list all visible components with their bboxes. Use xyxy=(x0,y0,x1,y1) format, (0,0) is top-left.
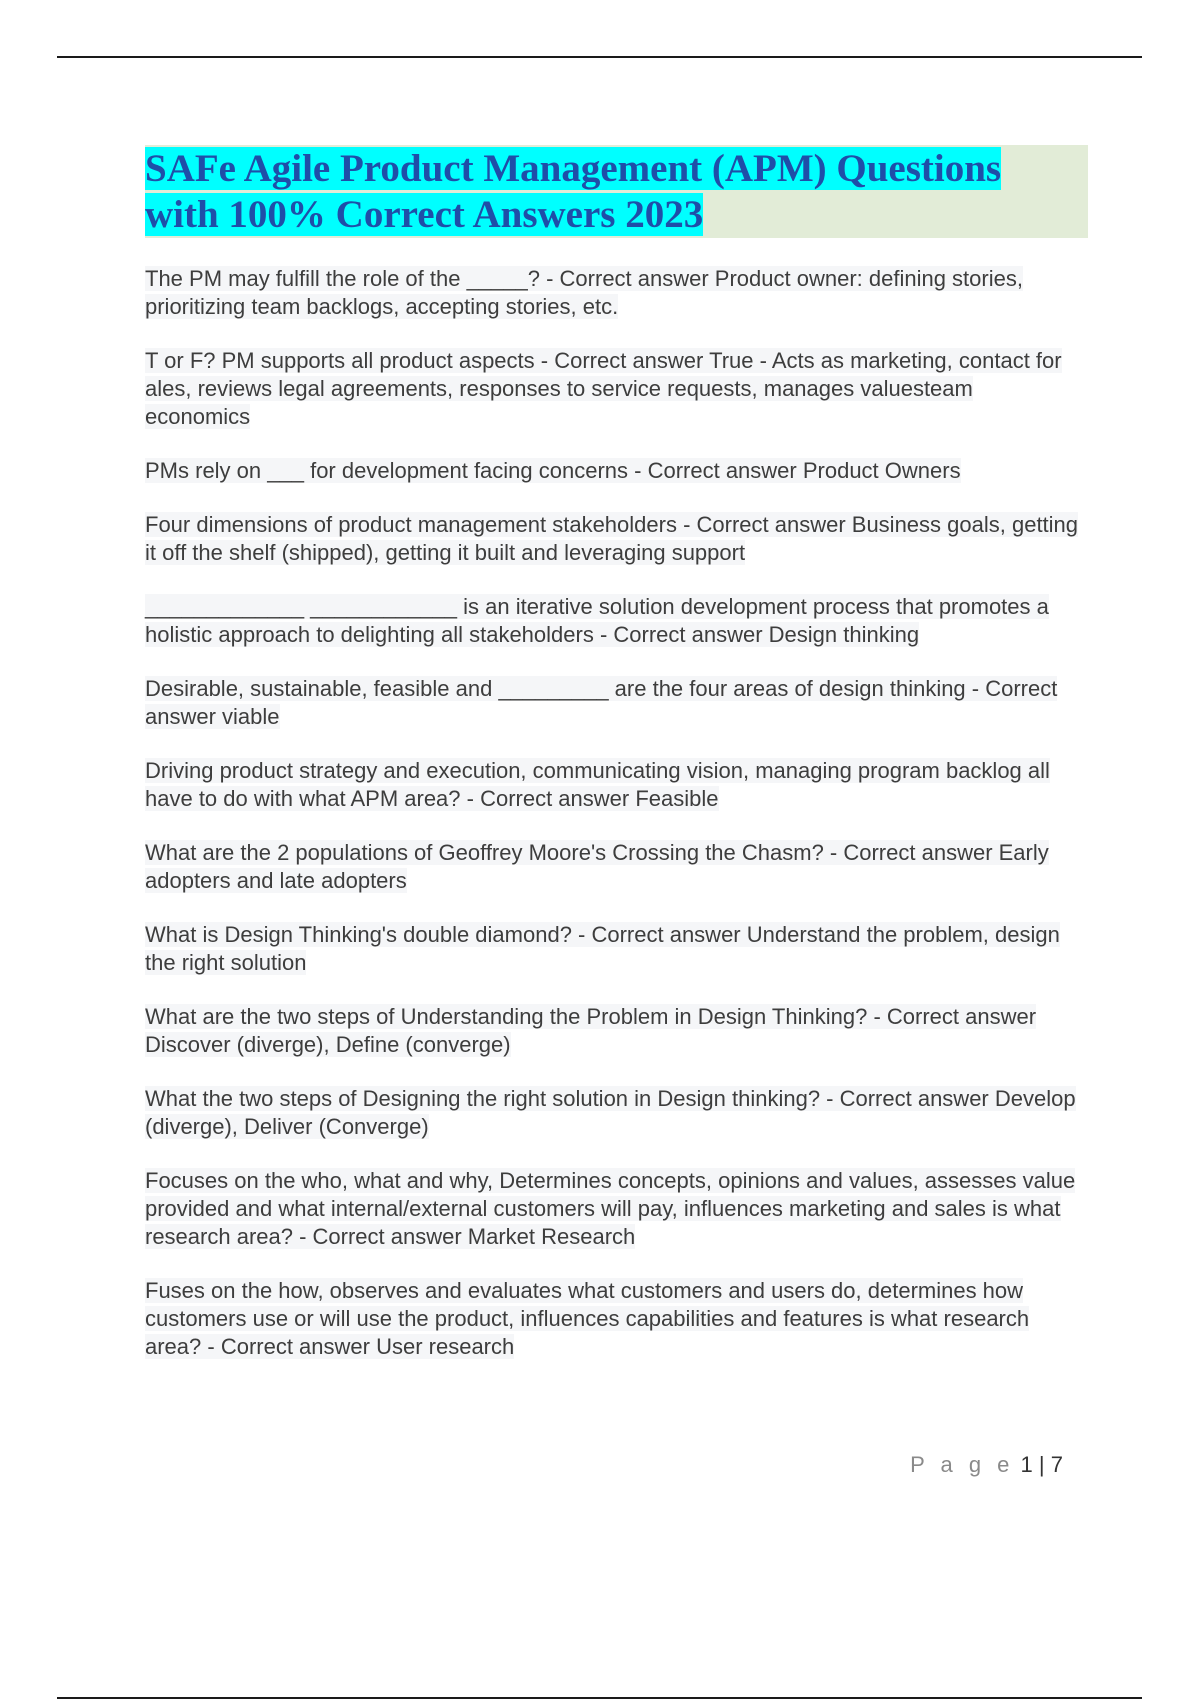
qa-item: Desirable, sustainable, feasible and _________ are the four areas of design thinking - Correct answer viable xyxy=(145,676,1058,729)
page-total: 7 xyxy=(1050,1452,1063,1477)
qa-item: PMs rely on ___ for development facing concerns - Correct answer Product Owners xyxy=(145,458,961,483)
qa-item: What is Design Thinking's double diamond? - Correct answer Understand the problem, design the right solution xyxy=(145,922,1060,975)
bottom-rule xyxy=(57,1697,1142,1699)
qa-item: Fuses on the how, observes and evaluates what customers and users do, determines how customers use or will use the product, influences capabilities and features is what research area? - Correct answer User research xyxy=(145,1278,1030,1359)
page-title xyxy=(145,146,1045,238)
title-line-2: with 100% Correct Answers 2023 xyxy=(145,193,704,236)
qa-item: Four dimensions of product management stakeholders - Correct answer Business goals, getting it off the shelf (shipped), getting it built and leveraging support xyxy=(145,512,1079,565)
qa-item: What the two steps of Designing the right solution in Design thinking? - Correct answer Develop (diverge), Deliver (Converge) xyxy=(145,1086,1076,1139)
qa-item: Driving product strategy and execution, communicating vision, managing program backlog all have to do with what APM area? - Correct answer Feasible xyxy=(145,758,1050,811)
qa-item: What are the two steps of Understanding the Problem in Design Thinking? - Correct answer Discover (diverge), Define (converge) xyxy=(145,1004,1037,1057)
title-line-1: SAFe Agile Product Management (APM) Questions xyxy=(145,147,1002,190)
top-rule xyxy=(57,56,1142,58)
qa-item: _____________ ____________ is an iterative solution development process that promotes a holistic approach to delighting all stakeholders - Correct answer Design thinking xyxy=(145,594,1049,647)
qa-item: The PM may fulfill the role of the _____? - Correct answer Product owner: defining stories, prioritizing team backlogs, accepting stories, etc. xyxy=(145,266,1023,319)
qa-list xyxy=(145,265,1080,1387)
qa-item: What are the 2 populations of Geoffrey Moore's Crossing the Chasm? - Correct answer Early adopters and late adopters xyxy=(145,840,1049,893)
qa-item: Focuses on the who, what and why, Determines concepts, opinions and values, assesses value provided and what internal/external customers will pay, influences marketing and sales is what research area? - Correct answer Market Research xyxy=(145,1168,1076,1249)
page-separator: | xyxy=(1038,1452,1045,1477)
page-current: 1 xyxy=(1020,1452,1033,1477)
qa-item: T or F? PM supports all product aspects - Correct answer True - Acts as marketing, contact for ales, reviews legal agreements, responses to service requests, manages valuesteam economics xyxy=(145,348,1062,429)
page-number xyxy=(910,1452,1063,1478)
page-label: P a g e xyxy=(910,1452,1015,1477)
